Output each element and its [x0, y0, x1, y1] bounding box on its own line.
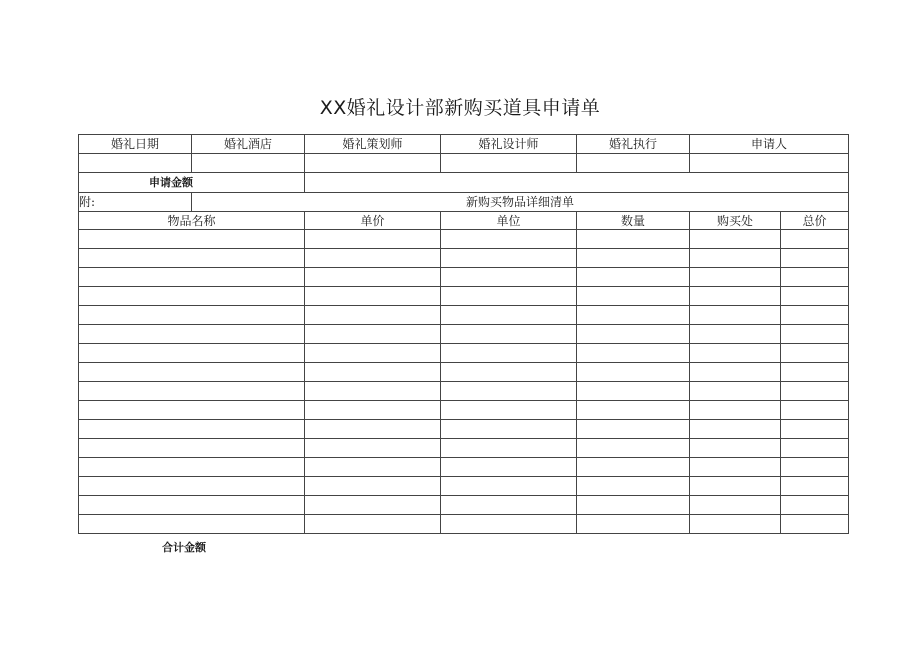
table-row — [79, 287, 849, 306]
total-price-cell[interactable] — [781, 230, 849, 249]
table-row — [79, 363, 849, 382]
table-row — [79, 420, 849, 439]
purchase-place-cell[interactable] — [690, 249, 781, 268]
total-price-cell[interactable] — [781, 420, 849, 439]
wedding-hotel-label: 婚礼酒店 — [192, 135, 305, 154]
unit-cell[interactable] — [441, 363, 577, 382]
table-row — [79, 344, 849, 363]
purchase-place-cell[interactable] — [690, 458, 781, 477]
purchase-place-cell[interactable] — [690, 268, 781, 287]
total-price-cell[interactable] — [781, 344, 849, 363]
total-price-cell[interactable] — [781, 515, 849, 534]
unit-cell[interactable] — [441, 306, 577, 325]
total-price-cell[interactable] — [781, 363, 849, 382]
item-rows — [79, 230, 849, 534]
quantity-cell[interactable] — [577, 287, 690, 306]
total-price-cell[interactable] — [781, 268, 849, 287]
unit-price-cell[interactable] — [305, 363, 441, 382]
total-price-cell[interactable] — [781, 477, 849, 496]
unit-price-cell[interactable] — [305, 325, 441, 344]
unit-price-cell[interactable] — [305, 420, 441, 439]
table-row — [79, 230, 849, 249]
item-name-cell[interactable] — [79, 287, 305, 306]
unit-cell[interactable] — [441, 344, 577, 363]
executor-label: 婚礼执行 — [577, 135, 690, 154]
purchase-place-cell[interactable] — [690, 496, 781, 515]
unit-cell[interactable] — [441, 287, 577, 306]
application-form-table — [78, 134, 849, 534]
total-amount-label: 合计金额 — [162, 541, 206, 554]
quantity-cell[interactable] — [577, 325, 690, 344]
unit-price-cell[interactable] — [305, 287, 441, 306]
unit-price-cell[interactable] — [305, 344, 441, 363]
table-row — [79, 382, 849, 401]
unit-cell[interactable] — [441, 249, 577, 268]
unit-cell[interactable] — [441, 458, 577, 477]
header-row — [79, 135, 849, 154]
total-price-cell[interactable] — [781, 382, 849, 401]
total-price-cell[interactable] — [781, 401, 849, 420]
unit-price-cell[interactable] — [305, 458, 441, 477]
quantity-cell[interactable] — [577, 458, 690, 477]
item-name-cell[interactable] — [79, 439, 305, 458]
unit-cell[interactable] — [441, 325, 577, 344]
purchase-place-cell[interactable] — [690, 477, 781, 496]
item-name-cell[interactable] — [79, 420, 305, 439]
quantity-cell[interactable] — [577, 439, 690, 458]
total-price-cell[interactable] — [781, 439, 849, 458]
purchase-place-cell[interactable] — [690, 420, 781, 439]
purchase-place-cell[interactable] — [690, 306, 781, 325]
item-name-cell[interactable] — [79, 249, 305, 268]
unit-header: 单位 — [441, 212, 577, 230]
designer-label: 婚礼设计师 — [441, 135, 577, 154]
unit-price-header: 单价 — [305, 212, 441, 230]
table-row — [79, 325, 849, 344]
table-row — [79, 249, 849, 268]
quantity-cell[interactable] — [577, 306, 690, 325]
unit-price-cell[interactable] — [305, 515, 441, 534]
wedding-date-label: 婚礼日期 — [79, 135, 192, 154]
executor-cell[interactable] — [577, 154, 690, 173]
total-price-header: 总价 — [781, 212, 849, 230]
item-name-cell[interactable] — [79, 363, 305, 382]
unit-cell[interactable] — [441, 401, 577, 420]
unit-cell[interactable] — [441, 382, 577, 401]
unit-cell[interactable] — [441, 230, 577, 249]
wedding-hotel-cell[interactable] — [192, 154, 305, 173]
unit-price-cell[interactable] — [305, 496, 441, 515]
item-name-cell[interactable] — [79, 496, 305, 515]
quantity-cell[interactable] — [577, 477, 690, 496]
unit-cell[interactable] — [441, 439, 577, 458]
quantity-cell[interactable] — [577, 230, 690, 249]
detail-list-title: 新购买物品详细清单 — [192, 193, 849, 212]
table-row — [79, 458, 849, 477]
wedding-date-cell[interactable] — [79, 154, 192, 173]
item-name-cell[interactable] — [79, 458, 305, 477]
table-row — [79, 496, 849, 515]
item-name-cell[interactable] — [79, 382, 305, 401]
total-price-cell[interactable] — [781, 496, 849, 515]
purchase-place-cell[interactable] — [690, 344, 781, 363]
purchase-place-cell[interactable] — [690, 363, 781, 382]
total-price-cell[interactable] — [781, 249, 849, 268]
item-name-cell[interactable] — [79, 230, 305, 249]
item-name-cell[interactable] — [79, 515, 305, 534]
purchase-place-cell[interactable] — [690, 382, 781, 401]
unit-price-cell[interactable] — [305, 477, 441, 496]
quantity-cell[interactable] — [577, 363, 690, 382]
total-price-cell[interactable] — [781, 458, 849, 477]
quantity-cell[interactable] — [577, 401, 690, 420]
quantity-cell[interactable] — [577, 268, 690, 287]
unit-price-cell[interactable] — [305, 382, 441, 401]
table-row — [79, 515, 849, 534]
form-title: XX婚礼设计部新购买道具申请单 — [319, 97, 601, 119]
purchase-place-cell[interactable] — [690, 325, 781, 344]
purchase-place-cell[interactable] — [690, 439, 781, 458]
planner-cell[interactable] — [305, 154, 441, 173]
quantity-cell[interactable] — [577, 249, 690, 268]
item-name-cell[interactable] — [79, 344, 305, 363]
unit-cell[interactable] — [441, 496, 577, 515]
apply-amount-label: 申请金额 — [79, 173, 305, 193]
purchase-place-header: 购买处 — [690, 212, 781, 230]
unit-price-cell[interactable] — [305, 249, 441, 268]
unit-price-cell[interactable] — [305, 306, 441, 325]
quantity-cell[interactable] — [577, 382, 690, 401]
unit-price-cell[interactable] — [305, 401, 441, 420]
purchase-place-cell[interactable] — [690, 287, 781, 306]
table-row — [79, 401, 849, 420]
column-header-row — [79, 212, 849, 230]
item-name-header: 物品名称 — [79, 212, 305, 230]
quantity-cell[interactable] — [577, 515, 690, 534]
purchase-place-cell[interactable] — [690, 515, 781, 534]
applicant-cell[interactable] — [690, 154, 849, 173]
unit-cell[interactable] — [441, 515, 577, 534]
attachment-row — [79, 193, 849, 212]
item-name-cell[interactable] — [79, 268, 305, 287]
total-price-cell[interactable] — [781, 325, 849, 344]
quantity-header: 数量 — [577, 212, 690, 230]
unit-cell[interactable] — [441, 420, 577, 439]
quantity-cell[interactable] — [577, 344, 690, 363]
purchase-place-cell[interactable] — [690, 230, 781, 249]
item-name-cell[interactable] — [79, 325, 305, 344]
quantity-cell[interactable] — [577, 496, 690, 515]
item-name-cell[interactable] — [79, 306, 305, 325]
header-value-row — [79, 154, 849, 173]
unit-cell[interactable] — [441, 268, 577, 287]
attachment-label: 附: — [79, 193, 192, 212]
unit-price-cell[interactable] — [305, 268, 441, 287]
item-name-cell[interactable] — [79, 477, 305, 496]
item-name-cell[interactable] — [79, 401, 305, 420]
purchase-place-cell[interactable] — [690, 401, 781, 420]
apply-amount-row — [79, 173, 849, 193]
unit-price-cell[interactable] — [305, 439, 441, 458]
total-price-cell[interactable] — [781, 287, 849, 306]
table-row — [79, 306, 849, 325]
table-row — [79, 477, 849, 496]
unit-cell[interactable] — [441, 477, 577, 496]
table-row — [79, 268, 849, 287]
total-price-cell[interactable] — [781, 306, 849, 325]
apply-amount-cell[interactable] — [305, 173, 849, 193]
designer-cell[interactable] — [441, 154, 577, 173]
table-row — [79, 439, 849, 458]
applicant-label: 申请人 — [690, 135, 849, 154]
unit-price-cell[interactable] — [305, 230, 441, 249]
quantity-cell[interactable] — [577, 420, 690, 439]
planner-label: 婚礼策划师 — [305, 135, 441, 154]
